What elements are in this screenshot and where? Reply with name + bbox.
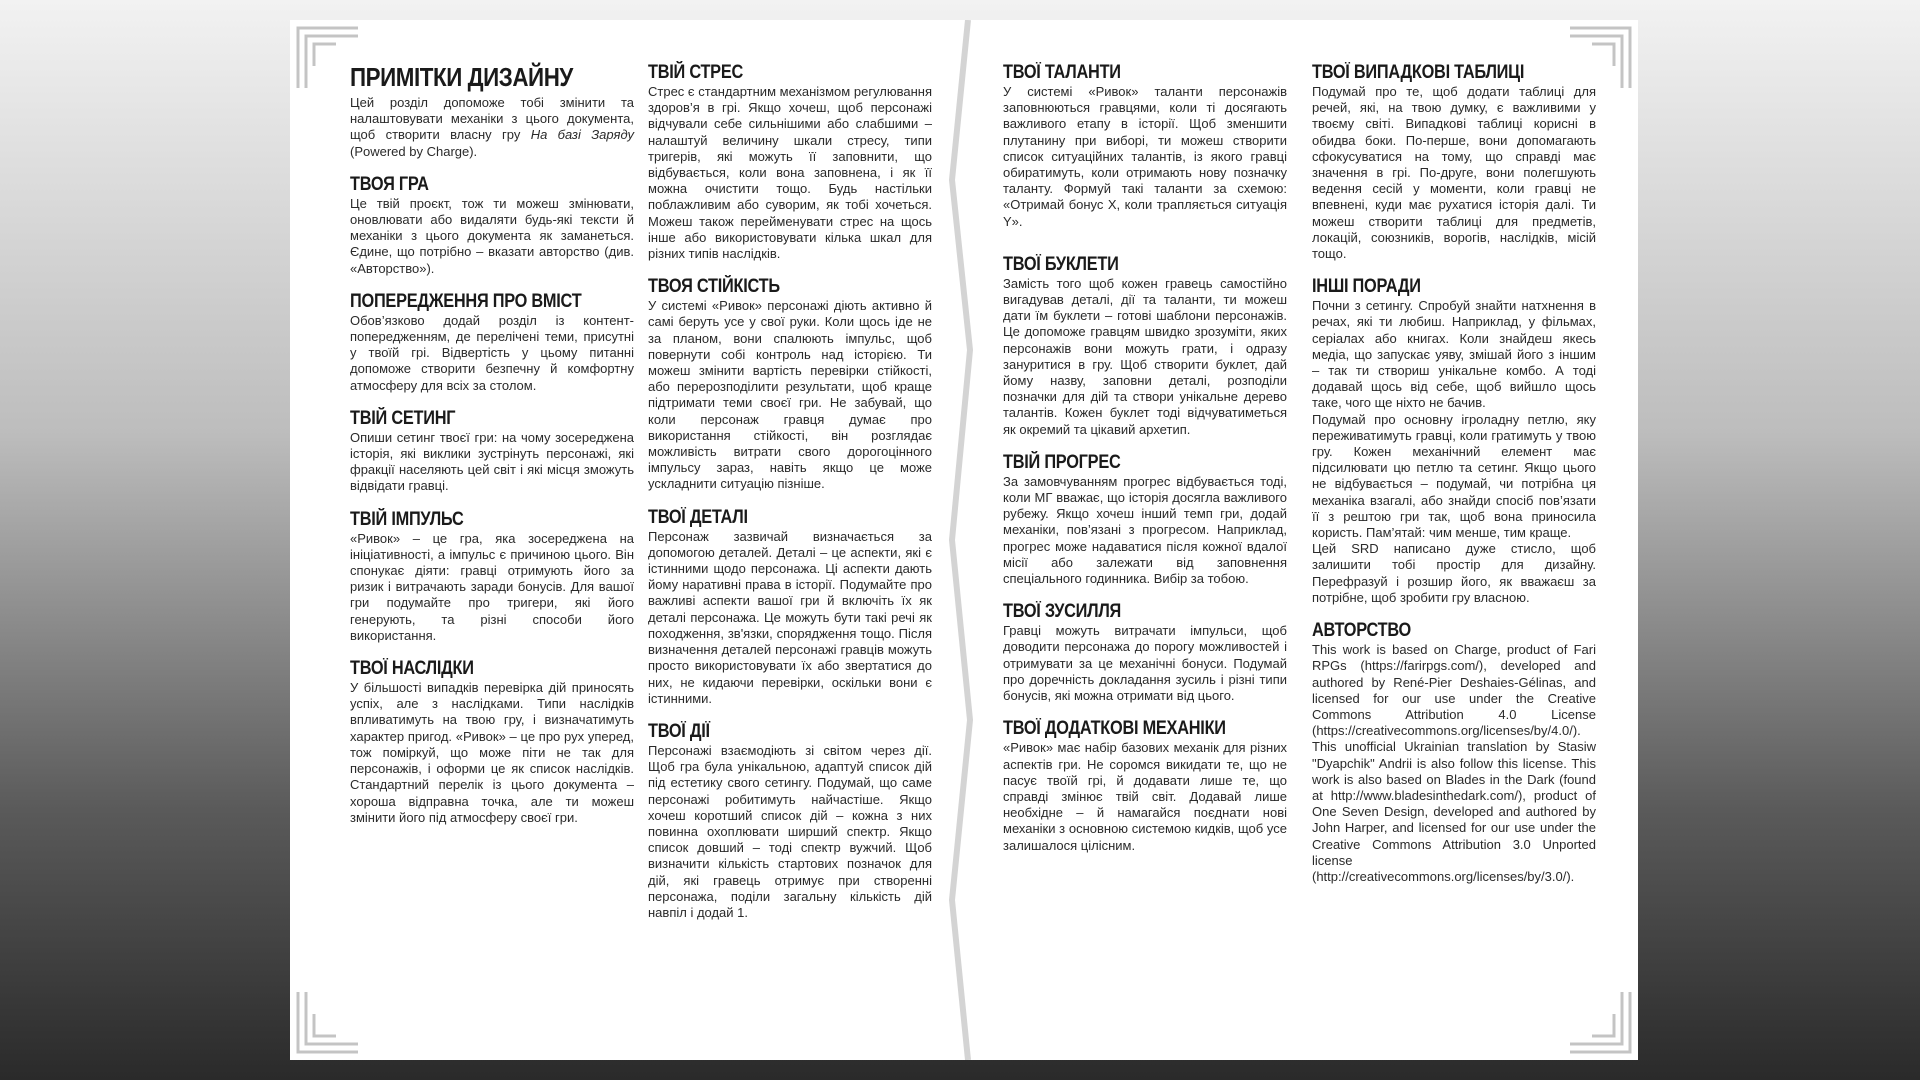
section-heading: ТВОЇ ТАЛАНТИ: [1003, 62, 1121, 83]
section-text: Подумай про основну ігроладну петлю, яку переживатимуть гравці, коли гратимуть у твою гру. Кожен механічний елемент має підсилювати цю петлю та сетинг. Якщо цього не відбувається – подумай, чи потрібна ця механіка взагалі, або знайди спосіб пов’язати її з рештою гри так, щоб вона приносила користь. Пам’ятай: чим менше, тим краще.: [1312, 411, 1596, 541]
section-text: «Ривок» – це гра, яка зосереджена на ініціативності, а імпульс є причиною цього. Він спонукає діяти: гравці отримують його за ризик і витрачають заради бонусів. Для вашої гри подумайте про тригери, які його генерують, та різні способи його використання.: [350, 530, 634, 643]
section-text: Персонажі взаємодіють зі світом через дії. Щоб гра була унікальною, адаптуй список дій під естетику свого сетингу. Подумай, що саме персонажі робитимуть найчастіше. Якщо хочеш коротший список дій – кожна з них повинна охоплювати ширший спектр. Якщо список довший – тоді спектр вужчий. Щоб визначити кількість стартових позначок для дій, які гравець отримує при створенні персонажа, поділи загальну кількість дій навпіл і додай 1.: [648, 742, 932, 920]
section-heading: ТВОЯ СТІЙКІСТЬ: [648, 276, 780, 298]
section-text: Опиши сетинг твоєї гри: на чому зосереджена історія, які виклики зустрінуть персонажі, які фракції населяють цей світ і які місця зможуть відвідати гравці.: [350, 429, 634, 494]
section-progress: [1003, 452, 1287, 587]
section-text: Стрес є стандартним механізмом регулювання здоров’я в грі. Якщо хочеш, щоб персонажі відчували себе сильнішими або слабшими – налаштуй величину шкали стресу, типи тригерів, які можуть її заповнити, що відбувається, коли вона заповнена, і як її можна очистити тощо. Будь настільки поблажливим або суворим, як тобі хочеться. Можеш також перейменувати стрес на щось інше або використовувати кілька шкал для різних типів наслідків.: [648, 84, 932, 262]
section-heading: ТВОЇ ДОДАТКОВІ МЕХАНІКИ: [1003, 718, 1226, 740]
section-heading: ТВІЙ СЕТИНГ: [350, 407, 456, 429]
corner-ornament-bottom-left: [296, 990, 360, 1054]
section-text: У більшості випадків перевірка дій приносять успіх, але з наслідками. Типи наслідків впливатимуть на твою гру, і визначатимуть характер пригод. «Ривок» – це про рух уперед, тож поміркуй, що може піти не так для персонажів, і оформи це як список наслідків. Стандартний перелік із цього документа – хороша відправна точка, але ти можеш змінити його під атмосферу своєї гри.: [350, 680, 634, 825]
section-actions: [648, 721, 932, 921]
section-other-tips: [1312, 276, 1596, 606]
section-heading: ПОПЕРЕДЖЕННЯ ПРО ВМІСТ: [350, 290, 582, 312]
section-heading: ТВОЇ НАСЛІДКИ: [350, 658, 474, 680]
intro-main: Цей розділ допоможе тобі змінити та налаштовувати механіки з цього документа, щоб створити власну гру: [350, 95, 634, 143]
section-random-tables: [1312, 62, 1596, 262]
column-1: [350, 40, 634, 840]
section-text: Замість того щоб кожен гравець самостійно вигадував деталі, дії та таланти, ти можеш дати їм буклети – готові шаблони персонажів. Це допоможе гравцям швидко зрозуміти, яких персонажів вони можуть грати, і одразу зануритися в гру. Щоб створити буклет, дай йому назву, заповни деталі, розподіли позначки для дій та створи унікальне дерево талантів. Кожен буклет тоді відчуватиметься як окремий та цікавий архетип.: [1003, 275, 1287, 437]
section-heading: ТВОЇ ЗУСИЛЛЯ: [1003, 601, 1122, 623]
section-heading: ТВІЙ ІМПУЛЬС: [350, 508, 464, 530]
section-stress: [648, 62, 932, 262]
section-impulse: [350, 509, 634, 644]
section-talents: [1003, 62, 1287, 230]
section-text: Обов’язково додай розділ із контент-попередженням, де перелічені теми, присутні у твоїй грі. Відвертість у цьому питанні допоможе створити безпечну й комфортну атмосферу для всіх за столом.: [350, 312, 634, 393]
column-4: [1312, 62, 1596, 899]
section-text: Почни з сетингу. Спробуй знайти натхнення в речах, які ти любиш. Наприклад, у фільмах, серіалах або книгах. Коли знайдеш якесь медіа, що запускає уяву, змішай його з іншим – так ти створиш унікальне комбо. А тоді додавай щось від себе, щоб вийшло щось таке, чого ще ніхто не бачив.: [1312, 298, 1596, 411]
section-text: У системі «Ривок» таланти персонажів заповнюються гравцями, коли ті досягають важливого етапу в історії. Щоб зменшити плутанину при виборі, ти можеш створити список ситуаційних талантів, із якого гравці обиратимуть, коли отримають нову позначку таланту. Формуй такі таланти за схемою: «Отримай бонус X, коли трапляється ситуація Y».: [1003, 84, 1287, 229]
section-heading: ТВОЇ БУКЛЕТИ: [1003, 253, 1119, 275]
intro-text: [350, 95, 634, 160]
section-heading: ТВОЇ ДІЇ: [648, 720, 710, 742]
section-extra-mechanics: [1003, 718, 1287, 853]
section-heading: ІНШІ ПОРАДИ: [1312, 276, 1421, 298]
intro-tail: (Powered by Charge).: [350, 143, 478, 159]
page-title: ПРИМІТКИ ДИЗАЙНУ: [350, 62, 573, 92]
section-text: Подумай про те, щоб додати таблиці для речей, які, на твою думку, є важливими у твоєму світі. Випадкові таблиці корисні в обидва боки. По-перше, вони допомагають сфокусуватися на тому, що справді має значення в грі. По-друге, вони полегшують ведення сесій у моменти, коли гравці не впевнені, куди має рухатися історія далі. Ти можеш створити таблиці для предметів, локацій, союзників, ворогів, наслідків, місій тощо.: [1312, 84, 1596, 262]
intro-section: [350, 95, 634, 160]
spine-divider: [946, 20, 976, 1060]
section-heading: ТВОЇ ДЕТАЛІ: [648, 506, 748, 528]
section-text: Це твій проєкт, тож ти можеш змінювати, оновлювати або видаляти будь-які тексти й механіки з цього документа як заманеться. Єдине, що потрібно – вказати авторство (див. «Авторство»).: [350, 195, 634, 276]
section-resilience: [648, 276, 932, 492]
section-booklets: [1003, 254, 1287, 438]
section-your-game: [350, 174, 634, 277]
section-text: За замовчуванням прогрес відбувається тоді, коли МГ вважає, що історія досягла важливого рубежу. Якщо хочеш інший темп гри, додай механіки, пов’язані з прогресом. Наприклад, прогрес може надаватися після кожної вдалої місії або залежати від заповнення спеціального годинника. Вибір за тобою.: [1003, 473, 1287, 587]
section-text: Персонаж зазвичай визначається за допомогою деталей. Деталі – це аспекти, які є істинними щодо персонажа. Ці аспекти дають йому наративні права в історії. Подумайте про важливі аспекти вашої гри й включіть їх як деталі персонажа. Це можуть бути такі речі як походження, зв'язки, спорядження тощо. Після визначення деталей персонажі гравців можуть просто використовувати їх або звертатися до них, не кидаючи перевірки, оскільки вони є істинними.: [648, 528, 932, 706]
section-text: This work is based on Charge, product of Fari RPGs (https://farirpgs.com/), developed and authored by René-Pier Deshaies-Gélinas, and licensed for our use under the Creative Commons Attribution 4.0 License (https://creativecommons.org/licenses/by/4.0/). This unofficial Ukrainian translation by Stasiw "Dyapchik" Andrii is also follow this license. This work is also based on Blades in the Dark (found at http://www.bladesinthedark.com/), product of One Seven Design, developed and authored by John Harper, and licensed for our use under the Creative Commons Attribution 3.0 Unported license (http://creativecommons.org/licenses/by/3.0/).: [1312, 642, 1596, 884]
section-text: Гравці можуть витрачати імпульси, щоб доводити персонажа до порогу можливостей і отримувати за це механічні бонуси. Подумай про доречність докладання зусиль і різні типи бонусів, які можна отримати від цього.: [1003, 623, 1287, 704]
section-heading: АВТОРСТВО: [1312, 620, 1411, 642]
section-consequences: [350, 658, 634, 826]
corner-ornament-bottom-right: [1568, 990, 1632, 1054]
section-content-warning: [350, 291, 634, 394]
section-heading: ТВОЇ ВИПАДКОВІ ТАБЛИЦІ: [1312, 62, 1525, 83]
section-text: Цей SRD написано дуже стисло, щоб залишити тобі простір для дизайну. Перефразуй і розшир його, як вважаєш за потрібне, щоб зробити гру власною.: [1312, 541, 1596, 605]
column-3: [1003, 62, 1287, 868]
section-details: [648, 507, 932, 707]
section-text: У системі «Ривок» персонажі діють активно й самі беруть усе у свої руки. Коли щось іде не за планом, вони спалюють імпульс, щоб повернути собі контроль над історією. Ти можеш змінити вартість перевірки стійкості, або перерозподілити результати, щоб краще підтримати теми своєї гри. Не забувай, що коли персонаж гравця думає про використання стійкості, він розглядає можливість витрати свого дорогоцінного імпульсу зараз, навіть якщо це може ускладнити ситуацію пізніше.: [648, 298, 932, 492]
section-authorship: [1312, 620, 1596, 885]
section-heading: ТВОЯ ГРА: [350, 173, 429, 195]
section-text: «Ривок» має набір базових механік для різних аспектів гри. Не соромся викидати те, що не пасує твоїй грі, й додавати лише те, що справді змінює твій світ. Додавай лише необхідне – й намагайся поєднати нові механіки з основною системою кидків, щоб усе залишалося цілісним.: [1003, 740, 1287, 853]
section-efforts: [1003, 601, 1287, 704]
column-2: [648, 62, 932, 935]
intro-italic: На базі Заряду: [530, 127, 634, 143]
section-setting: [350, 408, 634, 495]
section-heading: ТВІЙ СТРЕС: [648, 62, 744, 83]
section-heading: ТВІЙ ПРОГРЕС: [1003, 451, 1121, 473]
